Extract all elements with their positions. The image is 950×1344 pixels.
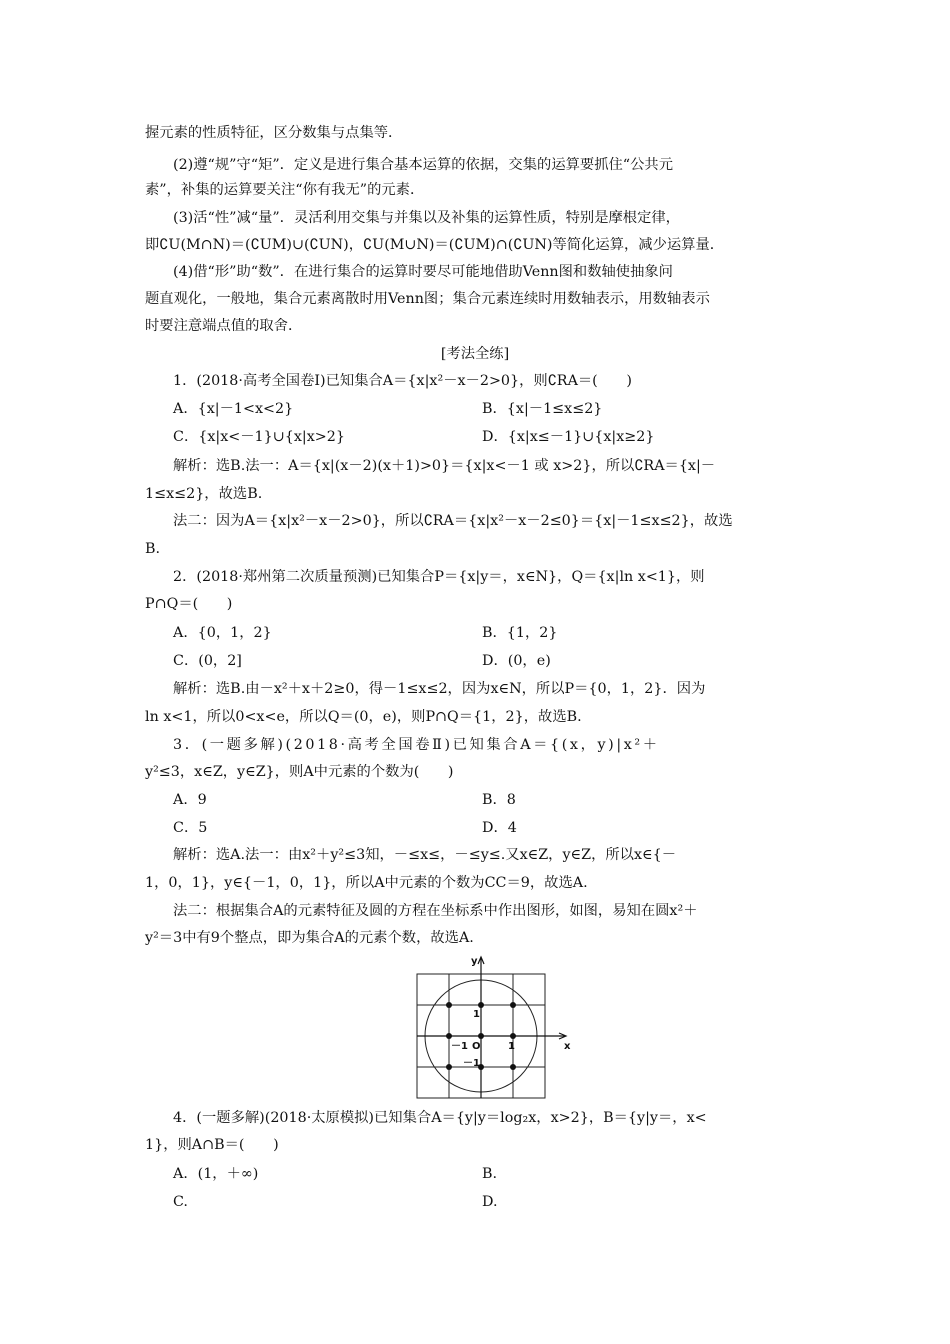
lattice-point <box>510 1064 516 1070</box>
tick-neg-y: －1 <box>463 1058 480 1069</box>
option-b: B．8 <box>482 792 516 808</box>
option-a: A．9 <box>173 792 207 808</box>
lattice-point <box>446 1064 452 1070</box>
question-4-cont: 1}，则A∩B＝( ) <box>145 1137 279 1153</box>
text-line: 握元素的性质特征，区分数集与点集等． <box>145 125 403 141</box>
option-b: B. <box>482 1166 498 1182</box>
tick-pos-x: 1 <box>508 1041 515 1052</box>
option-d: D．4 <box>482 820 517 836</box>
solution-line: 法二：因为A＝{x|x²－x－2>0}，所以∁RA＝{x|x²－x－2≤0}＝{x|－1≤x≤2}，故选 <box>173 513 733 529</box>
option-b: B．{1，2} <box>482 625 558 641</box>
option-c: C. <box>173 1194 188 1210</box>
question-4: 4．(一题多解)(2018·太原模拟)已知集合A＝{y|y＝log₂x，x>2}，B＝{y|y＝，x< <box>173 1110 707 1126</box>
question-3: 3．(一题多解)(2018·高考全国卷Ⅱ)已知集合A＝{(x，y)|x²＋ <box>173 737 660 753</box>
option-c: C．{x|x<－1}∪{x|x>2} <box>173 429 345 445</box>
option-a: A．{0，1，2} <box>173 625 272 641</box>
lattice-point <box>510 1002 516 1008</box>
lattice-point <box>478 1002 484 1008</box>
tick-neg-x: －1 <box>451 1041 468 1052</box>
option-d: D．(0，e) <box>482 653 551 669</box>
lattice-point <box>478 1033 484 1039</box>
question-2-cont: P∩Q＝( ) <box>145 596 233 612</box>
lattice-point <box>510 1033 516 1039</box>
text-line: (4)借“形”助“数”．在进行集合的运算时要尽可能地借助Venn图和数轴使抽象问 <box>173 264 673 280</box>
solution-line: y²＝3中有9个整点，即为集合A的元素个数，故选A. <box>145 930 474 946</box>
option-d: D. <box>482 1194 498 1210</box>
origin-label: O <box>472 1041 481 1052</box>
solution-line: 解析：选B.由－x²＋x＋2≥0，得－1≤x≤2，因为x∈N，所以P＝{0，1，2}．因为 <box>173 681 706 697</box>
solution-line: 解析：选B.法一：A＝{x|(x－2)(x＋1)>0}＝{x|x<－1 或 x>2}，所以∁RA＝{x|－ <box>173 458 716 474</box>
y-axis-label: y <box>471 956 478 967</box>
option-c: C．(0，2] <box>173 653 242 669</box>
coordinate-figure <box>413 954 573 1102</box>
text-line: 素”，补集的运算要关注“你有我无”的元素． <box>145 182 425 198</box>
solution-line: 1≤x≤2}，故选B. <box>145 486 263 502</box>
lattice-point <box>446 1002 452 1008</box>
option-c: C．5 <box>173 820 208 836</box>
solution-line: 法二：根据集合A的元素特征及圆的方程在坐标系中作出图形，如图，易知在圆x²＋ <box>173 903 698 919</box>
solution-line: B. <box>145 541 161 557</box>
question-1: 1．(2018·高考全国卷Ⅰ)已知集合A＝{x|x²－x－2>0}，则∁RA＝( ) <box>173 373 632 389</box>
option-a: A．{x|－1<x<2} <box>173 401 294 417</box>
x-axis-label: x <box>564 1041 571 1052</box>
lattice-point <box>446 1033 452 1039</box>
section-heading: [考法全练] <box>440 346 510 362</box>
option-d: D．{x|x≤－1}∪{x|x≥2} <box>482 429 655 445</box>
question-2: 2．(2018·郑州第二次质量预测)已知集合P＝{x|y＝，x∈N}，Q＝{x|ln x<1}，则 <box>173 569 705 585</box>
text-line: 即∁U(M∩N)＝(∁UM)∪(∁UN)，∁U(M∪N)＝(∁UM)∩(∁UN)等简化运算，减少运算量． <box>145 237 725 253</box>
tick-pos-y: 1 <box>473 1009 480 1020</box>
text-line: (3)活“性”减“量”．灵活利用交集与并集以及补集的运算性质，特别是摩根定律， <box>173 210 680 226</box>
solution-line: ln x<1，所以0<x<e，所以Q＝(0，e)，则P∩Q＝{1，2}，故选B. <box>145 709 582 725</box>
text-line: 题直观化，一般地，集合元素离散时用Venn图；集合元素连续时用数轴表示，用数轴表示 <box>145 291 710 307</box>
option-b: B．{x|－1≤x≤2} <box>482 401 603 417</box>
text-line: 时要注意端点值的取舍． <box>145 318 303 334</box>
option-a: A．(1，＋∞) <box>173 1166 259 1182</box>
text-line: (2)遵“规”守“矩”．定义是进行集合基本运算的依据，交集的运算要抓住“公共元 <box>173 157 673 173</box>
solution-line: 解析：选A.法一：由x²＋y²≤3知，－≤x≤，－≤y≤.又x∈Z，y∈Z，所以x∈{－ <box>173 847 676 863</box>
question-3-cont: y²≤3，x∈Z，y∈Z}，则A中元素的个数为( ) <box>145 764 454 780</box>
solution-line: 1，0，1}，y∈{－1，0，1}，所以A中元素的个数为CC＝9，故选A. <box>145 875 588 891</box>
